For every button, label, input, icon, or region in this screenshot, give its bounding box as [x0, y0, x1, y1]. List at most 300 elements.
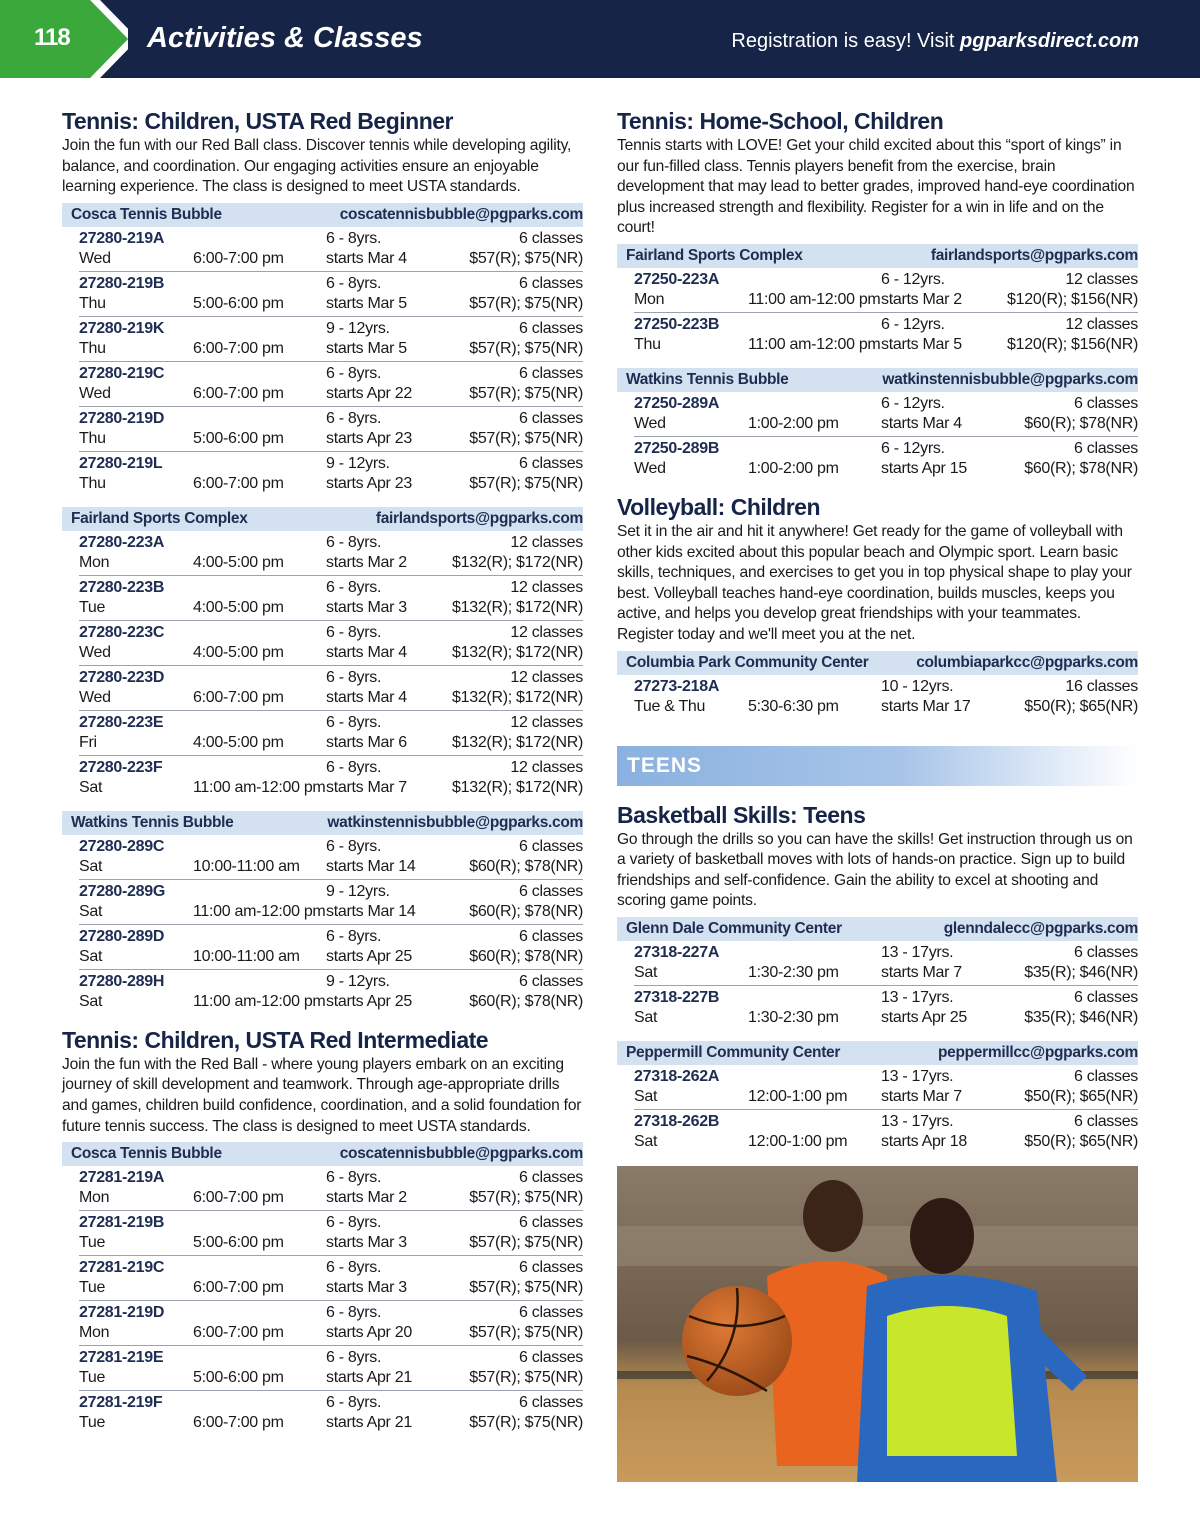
class-row	[79, 1346, 583, 1391]
class-row	[634, 1065, 1138, 1110]
class-row	[79, 272, 583, 317]
class-code: 27280-219A	[79, 229, 165, 247]
class-code: 27280-223A	[79, 533, 165, 551]
class-row	[79, 756, 583, 801]
class-count: 6 classes	[519, 882, 583, 900]
class-time: 6:00-7:00 pm	[193, 1324, 284, 1342]
class-count: 12 classes	[510, 758, 583, 776]
class-code: 27281-219B	[79, 1214, 165, 1232]
section-description: Tennis starts with LOVE! Get your child excited about this “sport of kings” in our fun-filled class. Tennis players benefit from the exercise, brain development that may lead to better grades, improved hand-eye coordination plus increased strength and flexibility. Register for a win in life and on the court!	[617, 137, 1135, 237]
class-start: starts Mar 3	[326, 598, 407, 616]
location-email[interactable]: fairlandsports@pgparks.com	[375, 509, 583, 527]
class-start: starts Apr 22	[326, 384, 412, 402]
class-age: 9 - 12yrs.	[326, 972, 390, 990]
section-description: Join the fun with the Red Ball - where young players embark on an exciting journey of skill development and teamwork. Through age-appropriate drills and games, children build confidence, coordination, and a solid foundation for future tennis success. The class is designed to meet USTA standards.	[62, 1055, 582, 1135]
location-table	[62, 811, 583, 1015]
class-count: 6 classes	[519, 364, 583, 382]
class-time: 11:00 am-12:00 pm	[193, 778, 326, 796]
class-start: starts Apr 23	[326, 474, 412, 492]
class-row	[79, 317, 583, 362]
class-code: 27318-227B	[634, 988, 720, 1006]
class-fee: $57(R); $75(NR)	[469, 1414, 583, 1432]
right-sections	[617, 106, 1138, 720]
class-fee: $50(R); $65(NR)	[1024, 697, 1138, 715]
class-row	[79, 1256, 583, 1301]
class-code: 27280-219K	[79, 319, 165, 337]
class-start: starts Mar 5	[326, 294, 407, 312]
class-age: 13 - 17yrs.	[881, 988, 954, 1006]
class-day: Wed	[79, 249, 111, 267]
class-time: 12:00-1:00 pm	[748, 1087, 848, 1105]
class-time: 5:30-6:30 pm	[748, 697, 839, 715]
section-title: Volleyball: Children	[617, 493, 820, 520]
class-row	[634, 268, 1138, 313]
class-start: starts Apr 15	[881, 459, 967, 477]
class-fee: $120(R); $156(NR)	[1007, 290, 1138, 308]
location-header	[617, 368, 1138, 392]
location-email[interactable]: coscatennisbubble@pgparks.com	[339, 1145, 583, 1163]
class-fee: $60(R); $78(NR)	[1024, 459, 1138, 477]
class-fee: $132(R); $172(NR)	[452, 733, 583, 751]
class-start: starts Mar 6	[326, 733, 407, 751]
class-age: 6 - 12yrs.	[881, 315, 945, 333]
location-email[interactable]: watkinstennisbubble@pgparks.com	[882, 370, 1138, 388]
page-title: Activities & Classes	[147, 22, 423, 54]
class-fee: $35(R); $46(NR)	[1024, 1008, 1138, 1026]
class-fee: $57(R); $75(NR)	[469, 1369, 583, 1387]
location-name: Watkins Tennis Bubble	[71, 813, 234, 831]
class-code: 27280-219B	[79, 274, 165, 292]
class-age: 6 - 8yrs.	[326, 1214, 382, 1232]
location-name: Fairland Sports Complex	[626, 246, 803, 264]
class-count: 6 classes	[519, 229, 583, 247]
location-header	[62, 1142, 583, 1166]
class-day: Sat	[79, 857, 103, 875]
class-count: 6 classes	[519, 454, 583, 472]
class-fee: $120(R); $156(NR)	[1007, 335, 1138, 353]
location-header	[617, 244, 1138, 268]
class-start: starts Mar 4	[881, 414, 962, 432]
class-time: 6:00-7:00 pm	[193, 1279, 284, 1297]
class-start: starts Mar 5	[881, 335, 962, 353]
class-start: starts Apr 25	[881, 1008, 967, 1026]
class-age: 6 - 8yrs.	[326, 578, 382, 596]
basketball-photo-illustration	[617, 1166, 1138, 1482]
class-time: 12:00-1:00 pm	[748, 1132, 848, 1150]
class-day: Sat	[79, 778, 103, 796]
class-row	[79, 531, 583, 576]
right-column	[617, 106, 1138, 1165]
class-age: 6 - 8yrs.	[326, 409, 382, 427]
class-count: 6 classes	[519, 1394, 583, 1412]
class-day: Thu	[79, 339, 106, 357]
class-fee: $57(R); $75(NR)	[469, 474, 583, 492]
class-time: 1:00-2:00 pm	[748, 414, 839, 432]
location-header	[62, 811, 583, 835]
class-fee: $132(R); $172(NR)	[452, 688, 583, 706]
class-code: 27281-219C	[79, 1259, 165, 1277]
class-fee: $60(R); $78(NR)	[469, 902, 583, 920]
class-fee: $57(R); $75(NR)	[469, 1324, 583, 1342]
class-start: starts Mar 4	[326, 643, 407, 661]
class-count: 12 classes	[510, 713, 583, 731]
class-day: Thu	[79, 294, 106, 312]
class-code: 27280-223E	[79, 713, 164, 731]
class-fee: $57(R); $75(NR)	[469, 294, 583, 312]
class-day: Thu	[634, 335, 661, 353]
class-code: 27250-223B	[634, 315, 720, 333]
section-description: Go through the drills so you can have the skills! Get instruction through us on a variety of basketball moves with lots of hands-on practice. Sign up to build friendships and self-confidence. Gain the ability to excel at shooting and scoring game points.	[617, 830, 1133, 910]
class-row	[634, 313, 1138, 358]
class-section	[617, 106, 1138, 482]
location-name: Watkins Tennis Bubble	[626, 370, 789, 388]
class-code: 27280-219C	[79, 364, 165, 382]
class-age: 6 - 8yrs.	[326, 837, 382, 855]
class-time: 4:00-5:00 pm	[193, 643, 284, 661]
class-day: Sat	[634, 1008, 658, 1026]
class-fee: $35(R); $46(NR)	[1024, 963, 1138, 981]
registration-text: Registration is easy! Visit	[731, 30, 961, 52]
class-count: 12 classes	[1065, 270, 1138, 288]
class-code: 27280-289H	[79, 972, 165, 990]
class-section	[617, 800, 1138, 1155]
class-start: starts Mar 3	[326, 1234, 407, 1252]
location-table	[617, 244, 1138, 358]
class-count: 16 classes	[1065, 677, 1138, 695]
location-email[interactable]: peppermillcc@pgparks.com	[937, 1043, 1138, 1061]
class-day: Tue	[79, 1414, 106, 1432]
location-table	[617, 651, 1138, 720]
basketball-photo	[617, 1166, 1138, 1482]
class-row	[79, 362, 583, 407]
class-start: starts Mar 2	[326, 1189, 407, 1207]
class-row	[634, 392, 1138, 437]
class-count: 6 classes	[519, 1214, 583, 1232]
class-count: 6 classes	[1074, 1112, 1138, 1130]
class-start: starts Apr 21	[326, 1414, 412, 1432]
class-day: Wed	[79, 688, 111, 706]
class-time: 5:00-6:00 pm	[193, 1234, 284, 1252]
class-fee: $132(R); $172(NR)	[452, 643, 583, 661]
class-code: 27280-223D	[79, 668, 165, 686]
class-fee: $132(R); $172(NR)	[452, 553, 583, 571]
class-fee: $60(R); $78(NR)	[1024, 414, 1138, 432]
class-code: 27281-219F	[79, 1394, 163, 1412]
class-start: starts Mar 2	[326, 553, 407, 571]
class-count: 12 classes	[510, 533, 583, 551]
class-row	[634, 941, 1138, 986]
location-header	[62, 203, 583, 227]
class-count: 6 classes	[519, 409, 583, 427]
class-age: 6 - 8yrs.	[326, 623, 382, 641]
class-start: starts Apr 21	[326, 1369, 412, 1387]
class-section	[62, 106, 583, 1015]
class-day: Sat	[634, 963, 658, 981]
teens-banner-label: TEENS	[627, 753, 703, 777]
class-age: 6 - 8yrs.	[326, 1169, 382, 1187]
class-start: starts Mar 7	[881, 963, 962, 981]
class-count: 6 classes	[1074, 943, 1138, 961]
class-day: Wed	[79, 643, 111, 661]
class-start: starts Mar 3	[326, 1279, 407, 1297]
location-header	[617, 1041, 1138, 1065]
class-row	[79, 621, 583, 666]
class-day: Wed	[634, 414, 666, 432]
class-row	[634, 437, 1138, 482]
class-row	[79, 452, 583, 497]
class-row	[79, 880, 583, 925]
class-count: 12 classes	[510, 623, 583, 641]
class-fee: $57(R); $75(NR)	[469, 249, 583, 267]
class-age: 13 - 17yrs.	[881, 1112, 954, 1130]
class-code: 27250-223A	[634, 270, 720, 288]
location-header	[617, 651, 1138, 675]
class-time: 4:00-5:00 pm	[193, 598, 284, 616]
class-age: 6 - 8yrs.	[326, 758, 382, 776]
class-time: 10:00-11:00 am	[193, 947, 300, 965]
location-name: Glenn Dale Community Center	[626, 919, 842, 937]
class-day: Wed	[634, 459, 666, 477]
location-table	[62, 507, 583, 801]
class-time: 11:00 am-12:00 pm	[193, 992, 326, 1010]
class-count: 6 classes	[1074, 1067, 1138, 1085]
class-count: 6 classes	[519, 274, 583, 292]
location-header	[62, 507, 583, 531]
class-age: 6 - 8yrs.	[326, 713, 382, 731]
location-name: Columbia Park Community Center	[626, 653, 869, 671]
location-table	[617, 368, 1138, 482]
class-code: 27280-289G	[79, 882, 165, 900]
class-start: starts Mar 14	[326, 857, 416, 875]
class-row	[79, 1301, 583, 1346]
class-day: Thu	[79, 429, 106, 447]
class-code: 27250-289A	[634, 394, 720, 412]
class-start: starts Mar 7	[326, 778, 407, 796]
class-row	[634, 986, 1138, 1031]
class-code: 27318-262A	[634, 1067, 720, 1085]
class-time: 6:00-7:00 pm	[193, 688, 284, 706]
class-fee: $60(R); $78(NR)	[469, 857, 583, 875]
class-start: starts Mar 4	[326, 249, 407, 267]
class-fee: $132(R); $172(NR)	[452, 598, 583, 616]
class-day: Sat	[79, 992, 103, 1010]
class-count: 6 classes	[519, 1349, 583, 1367]
class-code: 27280-223B	[79, 578, 165, 596]
class-fee: $50(R); $65(NR)	[1024, 1132, 1138, 1150]
class-code: 27280-289C	[79, 837, 165, 855]
section-title: Basketball Skills: Teens	[617, 801, 866, 828]
class-section	[62, 1025, 583, 1436]
class-day: Thu	[79, 474, 106, 492]
class-row	[79, 576, 583, 621]
class-count: 12 classes	[510, 578, 583, 596]
class-code: 27280-223C	[79, 623, 165, 641]
class-time: 10:00-11:00 am	[193, 857, 300, 875]
class-day: Sat	[634, 1087, 658, 1105]
location-table	[617, 917, 1138, 1031]
class-day: Mon	[79, 553, 110, 571]
class-fee: $57(R); $75(NR)	[469, 384, 583, 402]
class-start: starts Mar 5	[326, 339, 407, 357]
class-day: Mon	[634, 290, 665, 308]
location-name: Fairland Sports Complex	[71, 509, 248, 527]
class-count: 6 classes	[519, 319, 583, 337]
class-time: 1:30-2:30 pm	[748, 1008, 839, 1026]
class-start: starts Apr 20	[326, 1324, 412, 1342]
class-day: Wed	[79, 384, 111, 402]
class-row	[79, 970, 583, 1015]
class-start: starts Mar 14	[326, 902, 416, 920]
class-count: 6 classes	[519, 837, 583, 855]
class-code: 27280-219L	[79, 454, 163, 472]
class-time: 5:00-6:00 pm	[193, 294, 284, 312]
class-count: 6 classes	[519, 1259, 583, 1277]
class-day: Mon	[79, 1189, 110, 1207]
class-fee: $57(R); $75(NR)	[469, 339, 583, 357]
registration-link[interactable]: pgparksdirect.com	[960, 30, 1139, 52]
class-count: 6 classes	[519, 972, 583, 990]
location-email[interactable]: columbiaparkcc@pgparks.com	[916, 653, 1138, 671]
class-day: Tue	[79, 1234, 106, 1252]
class-code: 27273-218A	[634, 677, 720, 695]
class-fee: $57(R); $75(NR)	[469, 429, 583, 447]
location-email[interactable]: fairlandsports@pgparks.com	[930, 246, 1138, 264]
class-time: 11:00 am-12:00 pm	[748, 335, 881, 353]
class-day: Mon	[79, 1324, 110, 1342]
class-row	[634, 675, 1138, 720]
teens-sections	[617, 800, 1138, 1155]
class-day: Fri	[79, 733, 97, 751]
class-day: Tue	[79, 598, 106, 616]
location-email[interactable]: watkinstennisbubble@pgparks.com	[327, 813, 583, 831]
class-time: 11:00 am-12:00 pm	[748, 290, 881, 308]
location-name: Peppermill Community Center	[626, 1043, 841, 1061]
class-time: 5:00-6:00 pm	[193, 1369, 284, 1387]
class-age: 6 - 8yrs.	[326, 927, 382, 945]
class-code: 27281-219E	[79, 1349, 164, 1367]
class-age: 6 - 8yrs.	[326, 1259, 382, 1277]
location-email[interactable]: coscatennisbubble@pgparks.com	[339, 205, 583, 223]
class-code: 27281-219A	[79, 1169, 165, 1187]
class-start: starts Apr 23	[326, 429, 412, 447]
class-time: 6:00-7:00 pm	[193, 1189, 284, 1207]
class-fee: $60(R); $78(NR)	[469, 992, 583, 1010]
class-day: Tue & Thu	[634, 697, 706, 715]
class-row	[79, 1391, 583, 1436]
class-age: 9 - 12yrs.	[326, 454, 390, 472]
class-fee: $50(R); $65(NR)	[1024, 1087, 1138, 1105]
location-email[interactable]: glenndalecc@pgparks.com	[943, 919, 1138, 937]
class-code: 27250-289B	[634, 439, 720, 457]
class-age: 6 - 8yrs.	[326, 1349, 382, 1367]
class-fee: $57(R); $75(NR)	[469, 1234, 583, 1252]
class-day: Tue	[79, 1369, 106, 1387]
class-fee: $57(R); $75(NR)	[469, 1189, 583, 1207]
class-start: starts Apr 25	[326, 992, 412, 1010]
class-count: 6 classes	[1074, 988, 1138, 1006]
class-time: 6:00-7:00 pm	[193, 474, 284, 492]
class-count: 6 classes	[519, 927, 583, 945]
class-age: 6 - 12yrs.	[881, 439, 945, 457]
class-code: 27318-227A	[634, 943, 720, 961]
class-age: 6 - 8yrs.	[326, 274, 382, 292]
class-time: 6:00-7:00 pm	[193, 384, 284, 402]
location-name: Cosca Tennis Bubble	[71, 1145, 222, 1163]
class-count: 12 classes	[1065, 315, 1138, 333]
class-code: 27280-219D	[79, 409, 165, 427]
class-day: Sat	[634, 1132, 658, 1150]
registration-note	[731, 30, 1139, 53]
class-fee: $132(R); $172(NR)	[452, 778, 583, 796]
class-row	[79, 227, 583, 272]
location-table	[62, 1142, 583, 1436]
class-time: 6:00-7:00 pm	[193, 249, 284, 267]
class-row	[79, 1166, 583, 1211]
class-age: 6 - 8yrs.	[326, 1394, 382, 1412]
class-start: starts Mar 17	[881, 697, 971, 715]
class-count: 6 classes	[519, 1169, 583, 1187]
class-start: starts Mar 2	[881, 290, 962, 308]
class-row	[79, 835, 583, 880]
class-row	[79, 407, 583, 452]
class-count: 6 classes	[1074, 394, 1138, 412]
class-start: starts Apr 25	[326, 947, 412, 965]
class-start: starts Apr 18	[881, 1132, 967, 1150]
class-row	[634, 1110, 1138, 1155]
class-time: 1:00-2:00 pm	[748, 459, 839, 477]
class-age: 6 - 8yrs.	[326, 668, 382, 686]
class-count: 6 classes	[1074, 439, 1138, 457]
class-age: 9 - 12yrs.	[326, 882, 390, 900]
class-time: 6:00-7:00 pm	[193, 1414, 284, 1432]
section-title: Tennis: Children, USTA Red Intermediate	[62, 1026, 489, 1053]
location-table	[617, 1041, 1138, 1155]
page-number: 118	[34, 24, 70, 51]
section-title: Tennis: Home-School, Children	[617, 108, 944, 134]
class-age: 6 - 12yrs.	[881, 394, 945, 412]
section-description: Set it in the air and hit it anywhere! Get ready for the game of volleyball with other kids excited about this popular beach and Olympic sport. Learn basic skills, techniques, and exercises to get you in top physical shape to play your best. Volleyball teaches hand-eye coordination, builds muscles, keeps you active, and helps you develop great friendships with your teammates. Register today and we'll meet you at the net.	[617, 522, 1132, 643]
class-age: 13 - 17yrs.	[881, 943, 954, 961]
class-time: 6:00-7:00 pm	[193, 339, 284, 357]
class-age: 13 - 17yrs.	[881, 1067, 954, 1085]
class-age: 6 - 12yrs.	[881, 270, 945, 288]
class-age: 10 - 12yrs.	[881, 677, 954, 695]
class-time: 11:00 am-12:00 pm	[193, 902, 326, 920]
section-title: Tennis: Children, USTA Red Beginner	[62, 108, 453, 134]
page-header	[0, 0, 1200, 78]
class-row	[79, 666, 583, 711]
class-code: 27280-223F	[79, 758, 163, 776]
location-table	[62, 203, 583, 497]
location-header	[617, 917, 1138, 941]
teens-banner	[617, 746, 1138, 786]
class-count: 12 classes	[510, 668, 583, 686]
class-code: 27318-262B	[634, 1112, 720, 1130]
class-age: 6 - 8yrs.	[326, 364, 382, 382]
class-fee: $57(R); $75(NR)	[469, 1279, 583, 1297]
class-row	[79, 925, 583, 970]
class-time: 4:00-5:00 pm	[193, 733, 284, 751]
class-fee: $60(R); $78(NR)	[469, 947, 583, 965]
class-day: Sat	[79, 947, 103, 965]
class-section	[617, 492, 1138, 720]
class-count: 6 classes	[519, 1304, 583, 1322]
location-name: Cosca Tennis Bubble	[71, 205, 222, 223]
class-time: 4:00-5:00 pm	[193, 553, 284, 571]
class-day: Tue	[79, 1279, 106, 1297]
class-row	[79, 1211, 583, 1256]
left-column	[62, 106, 583, 1446]
